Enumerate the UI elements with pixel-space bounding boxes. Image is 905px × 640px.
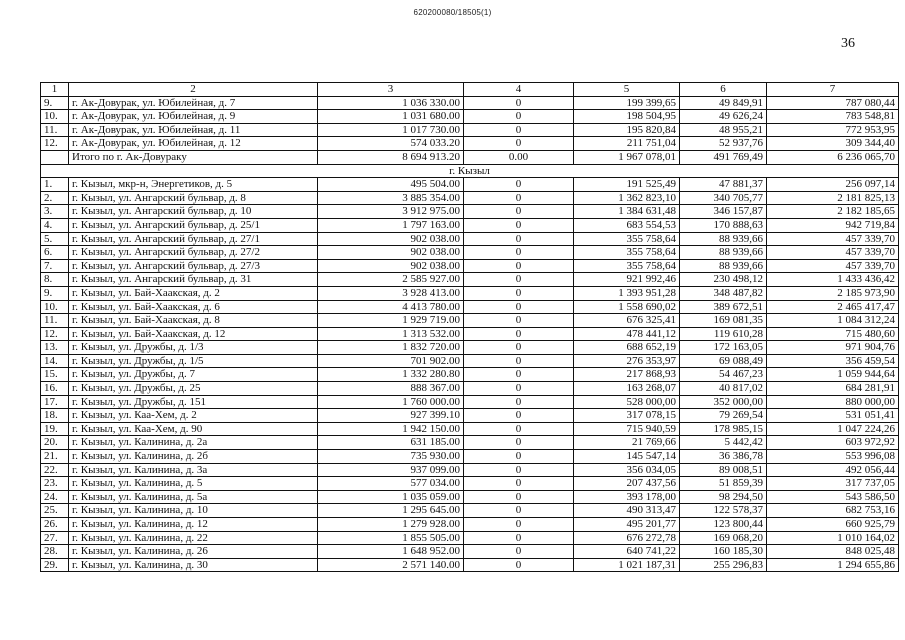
address: г. Кызыл, ул. Калинина, д. 10 (69, 504, 318, 518)
column-4-value: 0 (464, 178, 574, 192)
row-number: 17. (41, 395, 69, 409)
column-6-value: 346 157,87 (680, 205, 767, 219)
table-row (41, 232, 899, 246)
row-number: 23. (41, 477, 69, 491)
table-row (41, 490, 899, 504)
column-6-value: 5 442,42 (680, 436, 767, 450)
table-row (41, 273, 899, 287)
table-row (41, 123, 899, 137)
page-number: 36 (841, 36, 855, 51)
column-4-value: 0 (464, 490, 574, 504)
row-number: 22. (41, 463, 69, 477)
address: г. Кызыл, ул. Ангарский бульвар, д. 31 (69, 273, 318, 287)
column-7-value: 1 047 224,26 (767, 422, 899, 436)
column-6-value: 160 185,30 (680, 545, 767, 559)
column-7-value: 2 185 973,90 (767, 286, 899, 300)
table-row (41, 463, 899, 477)
total-cost: 1 855 505.00 (318, 531, 464, 545)
row-number: 10. (41, 300, 69, 314)
column-5-value: 676 325,41 (574, 314, 680, 328)
row-number: 21. (41, 450, 69, 464)
column-6-value: 172 163,05 (680, 341, 767, 355)
row-number: 18. (41, 409, 69, 423)
table-row (41, 382, 899, 396)
column-5-value: 21 769,66 (574, 436, 680, 450)
table-row (41, 259, 899, 273)
column-5-value: 195 820,84 (574, 123, 680, 137)
address: г. Кызыл, ул. Ангарский бульвар, д. 10 (69, 205, 318, 219)
total-cost: 1 832 720.00 (318, 341, 464, 355)
total-cost: 1 035 059.00 (318, 490, 464, 504)
column-header-7: 7 (767, 83, 899, 97)
document-code: 620200080/18505(1) (413, 8, 492, 17)
row-number: 12. (41, 137, 69, 151)
column-4-value: 0 (464, 300, 574, 314)
row-number: 5. (41, 232, 69, 246)
row-number: 28. (41, 545, 69, 559)
table-row (41, 314, 899, 328)
column-6-value: 88 939,66 (680, 259, 767, 273)
column-4-value: 0 (464, 110, 574, 124)
column-5-value: 1 021 187,31 (574, 558, 680, 572)
column-6-value: 389 672,51 (680, 300, 767, 314)
row-number: 27. (41, 531, 69, 545)
section-title: г. Кызыл (41, 164, 899, 178)
total-cost: 631 185.00 (318, 436, 464, 450)
row-number: 11. (41, 123, 69, 137)
column-4-value: 0 (464, 395, 574, 409)
column-7-value: 971 904,76 (767, 341, 899, 355)
column-5-value: 676 272,78 (574, 531, 680, 545)
column-5-value: 490 313,47 (574, 504, 680, 518)
row-number: 12. (41, 327, 69, 341)
address: г. Кызыл, ул. Ангарский бульвар, д. 27/2 (69, 246, 318, 260)
address: г. Кызыл, ул. Калинина, д. 5 (69, 477, 318, 491)
address: г. Кызыл, ул. Калинина, д. 22 (69, 531, 318, 545)
column-7-value: 317 737,05 (767, 477, 899, 491)
row-number: 7. (41, 259, 69, 273)
total-cost: 1 017 730.00 (318, 123, 464, 137)
column-7-value: 880 000,00 (767, 395, 899, 409)
column-7-value: 942 719,84 (767, 218, 899, 232)
column-5-value: 198 504,95 (574, 110, 680, 124)
total-cost: 701 902.00 (318, 354, 464, 368)
row-number: 4. (41, 218, 69, 232)
column-5-value: 199 399,65 (574, 96, 680, 110)
table-row (41, 395, 899, 409)
table-body (41, 83, 899, 572)
column-5-value: 393 178,00 (574, 490, 680, 504)
column-4-value: 0.00 (464, 150, 574, 164)
column-5-value: 1 393 951,28 (574, 286, 680, 300)
column-6-value: 122 578,37 (680, 504, 767, 518)
column-5-value: 1 967 078,01 (574, 150, 680, 164)
column-7-value: 457 339,70 (767, 246, 899, 260)
column-4-value: 0 (464, 422, 574, 436)
column-7-value: 309 344,40 (767, 137, 899, 151)
column-6-value: 69 088,49 (680, 354, 767, 368)
total-cost: 902 038.00 (318, 246, 464, 260)
table-row (41, 205, 899, 219)
total-cost: 3 912 975.00 (318, 205, 464, 219)
total-cost: 1 942 150.00 (318, 422, 464, 436)
total-cost: 2 571 140.00 (318, 558, 464, 572)
table-row (41, 96, 899, 110)
address: г. Кызыл, ул. Калинина, д. 3а (69, 463, 318, 477)
column-5-value: 715 940,59 (574, 422, 680, 436)
row-number: 29. (41, 558, 69, 572)
column-4-value: 0 (464, 504, 574, 518)
column-5-value: 640 741,22 (574, 545, 680, 559)
table-row (41, 422, 899, 436)
column-6-value: 230 498,12 (680, 273, 767, 287)
column-7-value: 684 281,91 (767, 382, 899, 396)
table-row (41, 341, 899, 355)
column-5-value: 355 758,64 (574, 246, 680, 260)
column-6-value: 123 800,44 (680, 518, 767, 532)
column-5-value: 688 652,19 (574, 341, 680, 355)
address: г. Ак-Довурак, ул. Юбилейная, д. 9 (69, 110, 318, 124)
row-number: 6. (41, 246, 69, 260)
row-number: 13. (41, 341, 69, 355)
column-7-value: 682 753,16 (767, 504, 899, 518)
column-5-value: 1 384 631,48 (574, 205, 680, 219)
column-5-value: 1 558 690,02 (574, 300, 680, 314)
section-row (41, 164, 899, 178)
column-4-value: 0 (464, 368, 574, 382)
address: г. Кызыл, ул. Калинина, д. 26 (69, 545, 318, 559)
total-cost: 3 928 413.00 (318, 286, 464, 300)
total-cost: 495 504.00 (318, 178, 464, 192)
column-7-value: 715 480,60 (767, 327, 899, 341)
total-cost: 1 031 680.00 (318, 110, 464, 124)
column-7-value: 543 586,50 (767, 490, 899, 504)
total-cost: 888 367.00 (318, 382, 464, 396)
table-row (41, 436, 899, 450)
column-7-value: 1 433 436,42 (767, 273, 899, 287)
column-6-value: 47 881,37 (680, 178, 767, 192)
row-number: 20. (41, 436, 69, 450)
total-cost: 3 885 354.00 (318, 191, 464, 205)
column-4-value: 0 (464, 341, 574, 355)
column-4-value: 0 (464, 558, 574, 572)
total-cost: 1 279 928.00 (318, 518, 464, 532)
total-cost: 1 295 645.00 (318, 504, 464, 518)
housing-register-table (40, 82, 899, 572)
column-4-value: 0 (464, 96, 574, 110)
column-6-value: 48 955,21 (680, 123, 767, 137)
column-4-value: 0 (464, 382, 574, 396)
column-4-value: 0 (464, 205, 574, 219)
address: г. Кызыл, ул. Каа-Хем, д. 2 (69, 409, 318, 423)
column-5-value: 478 441,12 (574, 327, 680, 341)
address: г. Кызыл, ул. Дружбы, д. 151 (69, 395, 318, 409)
table-row (41, 354, 899, 368)
column-4-value: 0 (464, 314, 574, 328)
column-5-value: 191 525,49 (574, 178, 680, 192)
address: Итого по г. Ак-Довураку (69, 150, 318, 164)
column-7-value: 660 925,79 (767, 518, 899, 532)
address: г. Кызыл, ул. Ангарский бульвар, д. 27/3 (69, 259, 318, 273)
column-5-value: 1 362 823,10 (574, 191, 680, 205)
column-5-value: 211 751,04 (574, 137, 680, 151)
column-6-value: 352 000,00 (680, 395, 767, 409)
column-4-value: 0 (464, 286, 574, 300)
address: г. Кызыл, ул. Дружбы, д. 1/5 (69, 354, 318, 368)
column-7-value: 783 548,81 (767, 110, 899, 124)
total-cost: 902 038.00 (318, 259, 464, 273)
column-7-value: 356 459,54 (767, 354, 899, 368)
total-cost: 4 413 780.00 (318, 300, 464, 314)
column-4-value: 0 (464, 518, 574, 532)
column-number-header-row (41, 83, 899, 97)
table-row (41, 368, 899, 382)
address: г. Кызыл, ул. Бай-Хаакская, д. 2 (69, 286, 318, 300)
column-5-value: 217 868,93 (574, 368, 680, 382)
total-cost: 577 034.00 (318, 477, 464, 491)
column-6-value: 98 294,50 (680, 490, 767, 504)
column-7-value: 457 339,70 (767, 232, 899, 246)
row-number: 3. (41, 205, 69, 219)
total-cost: 1 332 280.80 (318, 368, 464, 382)
row-number (41, 150, 69, 164)
total-cost: 735 930.00 (318, 450, 464, 464)
column-4-value: 0 (464, 436, 574, 450)
table-row (41, 558, 899, 572)
column-4-value: 0 (464, 354, 574, 368)
column-4-value: 0 (464, 137, 574, 151)
total-cost: 2 585 927.00 (318, 273, 464, 287)
row-number: 2. (41, 191, 69, 205)
row-number: 19. (41, 422, 69, 436)
column-5-value: 163 268,07 (574, 382, 680, 396)
column-6-value: 54 467,23 (680, 368, 767, 382)
address: г. Кызыл, ул. Ангарский бульвар, д. 8 (69, 191, 318, 205)
column-5-value: 145 547,14 (574, 450, 680, 464)
column-header-3: 3 (318, 83, 464, 97)
column-6-value: 51 859,39 (680, 477, 767, 491)
row-number: 1. (41, 178, 69, 192)
address: г. Кызыл, ул. Калинина, д. 2а (69, 436, 318, 450)
address: г. Ак-Довурак, ул. Юбилейная, д. 12 (69, 137, 318, 151)
column-4-value: 0 (464, 450, 574, 464)
table-row (41, 178, 899, 192)
column-header-6: 6 (680, 83, 767, 97)
column-7-value: 492 056,44 (767, 463, 899, 477)
column-4-value: 0 (464, 246, 574, 260)
table-row (41, 137, 899, 151)
row-number: 16. (41, 382, 69, 396)
column-6-value: 491 769,49 (680, 150, 767, 164)
total-cost: 1 929 719.00 (318, 314, 464, 328)
column-7-value: 2 465 417,47 (767, 300, 899, 314)
column-header-1: 1 (41, 83, 69, 97)
column-4-value: 0 (464, 259, 574, 273)
address: г. Кызыл, ул. Бай-Хаакская, д. 6 (69, 300, 318, 314)
column-7-value: 1 294 655,86 (767, 558, 899, 572)
column-6-value: 49 626,24 (680, 110, 767, 124)
table-row (41, 545, 899, 559)
column-4-value: 0 (464, 191, 574, 205)
column-5-value: 207 437,56 (574, 477, 680, 491)
column-6-value: 49 849,91 (680, 96, 767, 110)
column-7-value: 848 025,48 (767, 545, 899, 559)
column-4-value: 0 (464, 545, 574, 559)
column-6-value: 170 888,63 (680, 218, 767, 232)
total-cost: 1 648 952.00 (318, 545, 464, 559)
column-7-value: 787 080,44 (767, 96, 899, 110)
table-row (41, 110, 899, 124)
column-header-4: 4 (464, 83, 574, 97)
table-row (41, 191, 899, 205)
column-5-value: 528 000,00 (574, 395, 680, 409)
address: г. Кызыл, ул. Ангарский бульвар, д. 25/1 (69, 218, 318, 232)
address: г. Кызыл, ул. Дружбы, д. 1/3 (69, 341, 318, 355)
row-number: 26. (41, 518, 69, 532)
column-6-value: 169 068,20 (680, 531, 767, 545)
column-4-value: 0 (464, 232, 574, 246)
address: г. Кызыл, ул. Калинина, д. 12 (69, 518, 318, 532)
table-row (41, 300, 899, 314)
total-cost: 1 036 330.00 (318, 96, 464, 110)
column-5-value: 317 078,15 (574, 409, 680, 423)
column-4-value: 0 (464, 218, 574, 232)
column-7-value: 6 236 065,70 (767, 150, 899, 164)
column-7-value: 553 996,08 (767, 450, 899, 464)
column-6-value: 40 817,02 (680, 382, 767, 396)
row-number: 14. (41, 354, 69, 368)
row-number: 9. (41, 286, 69, 300)
table-row (41, 327, 899, 341)
column-7-value: 2 182 185,65 (767, 205, 899, 219)
row-number: 8. (41, 273, 69, 287)
column-4-value: 0 (464, 123, 574, 137)
table-row (41, 450, 899, 464)
row-number: 11. (41, 314, 69, 328)
address: г. Ак-Довурак, ул. Юбилейная, д. 7 (69, 96, 318, 110)
column-4-value: 0 (464, 477, 574, 491)
column-7-value: 603 972,92 (767, 436, 899, 450)
total-cost: 1 313 532.00 (318, 327, 464, 341)
column-7-value: 772 953,95 (767, 123, 899, 137)
table-row (41, 531, 899, 545)
column-7-value: 457 339,70 (767, 259, 899, 273)
column-6-value: 89 008,51 (680, 463, 767, 477)
address: г. Кызыл, ул. Калинина, д. 30 (69, 558, 318, 572)
column-5-value: 495 201,77 (574, 518, 680, 532)
address: г. Кызыл, ул. Дружбы, д. 25 (69, 382, 318, 396)
column-6-value: 88 939,66 (680, 246, 767, 260)
address: г. Кызыл, ул. Калинина, д. 5а (69, 490, 318, 504)
column-7-value: 1 084 312,24 (767, 314, 899, 328)
address: г. Кызыл, ул. Калинина, д. 2б (69, 450, 318, 464)
column-5-value: 921 992,46 (574, 273, 680, 287)
column-6-value: 348 487,82 (680, 286, 767, 300)
column-4-value: 0 (464, 463, 574, 477)
column-4-value: 0 (464, 409, 574, 423)
column-6-value: 340 705,77 (680, 191, 767, 205)
total-cost: 927 399.10 (318, 409, 464, 423)
column-7-value: 256 097,14 (767, 178, 899, 192)
address: г. Ак-Довурак, ул. Юбилейная, д. 11 (69, 123, 318, 137)
total-cost: 8 694 913.20 (318, 150, 464, 164)
column-6-value: 36 386,78 (680, 450, 767, 464)
row-number: 9. (41, 96, 69, 110)
table-row (41, 518, 899, 532)
row-number: 24. (41, 490, 69, 504)
column-4-value: 0 (464, 327, 574, 341)
table-row (41, 218, 899, 232)
column-6-value: 255 296,83 (680, 558, 767, 572)
column-header-5: 5 (574, 83, 680, 97)
row-number: 10. (41, 110, 69, 124)
column-6-value: 178 985,15 (680, 422, 767, 436)
table-row (41, 409, 899, 423)
table-row (41, 286, 899, 300)
column-6-value: 79 269,54 (680, 409, 767, 423)
column-5-value: 276 353,97 (574, 354, 680, 368)
total-cost: 574 033.20 (318, 137, 464, 151)
column-5-value: 683 554,53 (574, 218, 680, 232)
total-cost: 1 760 000.00 (318, 395, 464, 409)
column-6-value: 52 937,76 (680, 137, 767, 151)
row-number: 25. (41, 504, 69, 518)
address: г. Кызыл, ул. Ангарский бульвар, д. 27/1 (69, 232, 318, 246)
column-6-value: 119 610,28 (680, 327, 767, 341)
address: г. Кызыл, ул. Бай-Хаакская, д. 8 (69, 314, 318, 328)
address: г. Кызыл, ул. Каа-Хем, д. 90 (69, 422, 318, 436)
address: г. Кызыл, ул. Бай-Хаакская, д. 12 (69, 327, 318, 341)
table-row (41, 504, 899, 518)
column-6-value: 88 939,66 (680, 232, 767, 246)
total-cost: 902 038.00 (318, 232, 464, 246)
total-cost: 1 797 163.00 (318, 218, 464, 232)
table-row (41, 246, 899, 260)
column-7-value: 2 181 825,13 (767, 191, 899, 205)
column-header-2: 2 (69, 83, 318, 97)
column-7-value: 531 051,41 (767, 409, 899, 423)
column-5-value: 355 758,64 (574, 259, 680, 273)
address: г. Кызыл, ул. Дружбы, д. 7 (69, 368, 318, 382)
total-cost: 937 099.00 (318, 463, 464, 477)
address: г. Кызыл, мкр-н, Энергетиков, д. 5 (69, 178, 318, 192)
column-5-value: 355 758,64 (574, 232, 680, 246)
column-4-value: 0 (464, 531, 574, 545)
column-7-value: 1 010 164,02 (767, 531, 899, 545)
column-4-value: 0 (464, 273, 574, 287)
column-5-value: 356 034,05 (574, 463, 680, 477)
column-7-value: 1 059 944,64 (767, 368, 899, 382)
row-number: 15. (41, 368, 69, 382)
subtotal-row (41, 150, 899, 164)
column-6-value: 169 081,35 (680, 314, 767, 328)
table-row (41, 477, 899, 491)
